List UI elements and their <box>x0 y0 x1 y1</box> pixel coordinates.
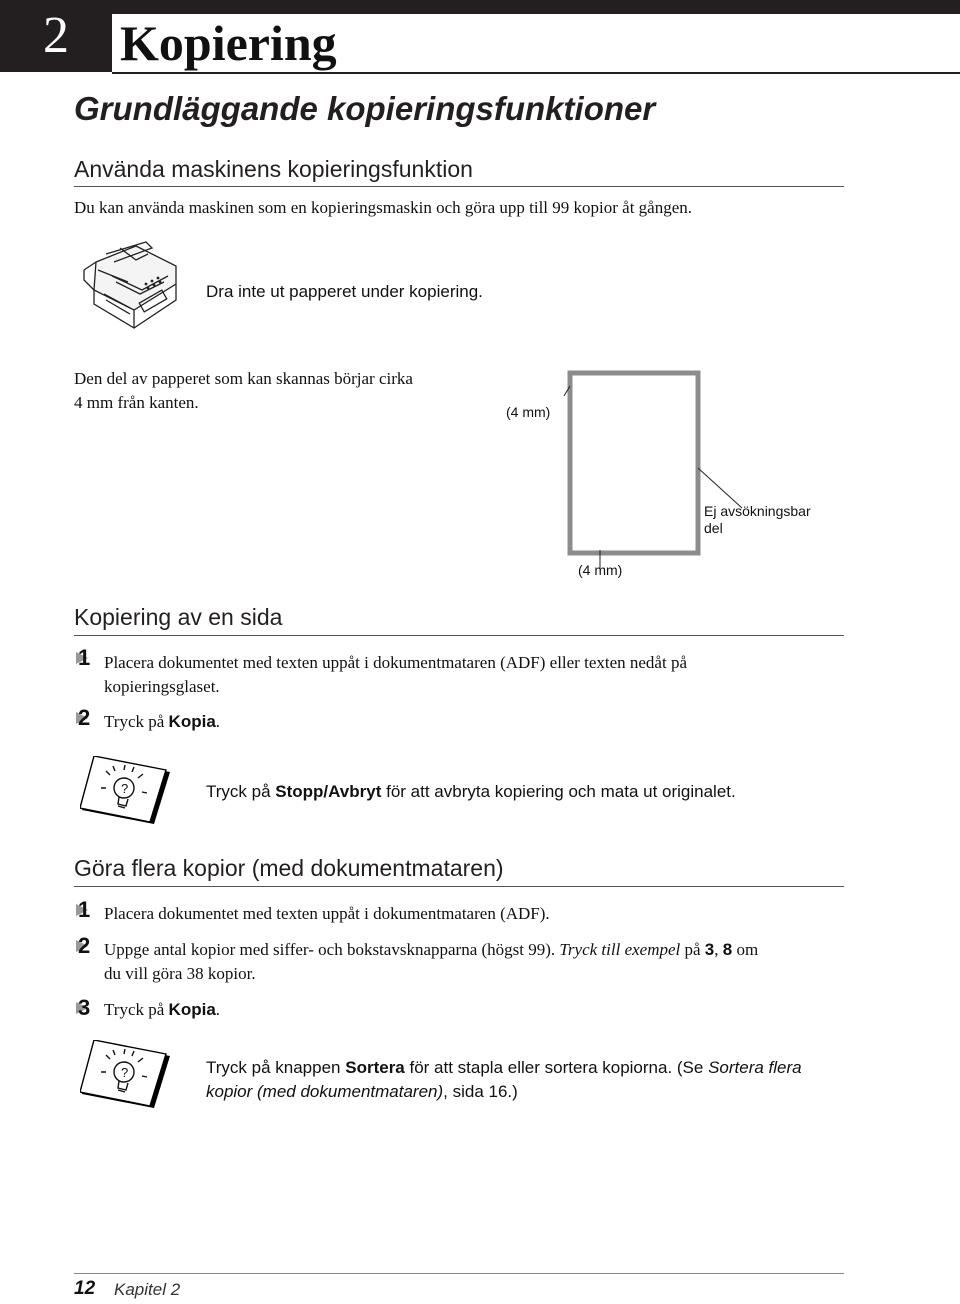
chapter-title: Kopiering <box>120 15 337 71</box>
heading-rule <box>74 186 844 187</box>
key-stopp-avbryt: Stopp/Avbryt <box>275 782 382 801</box>
tip-text: Tryck på Stopp/Avbryt för att avbryta kopiering och mata ut originalet. <box>206 782 736 801</box>
scan-margin-diagram <box>480 360 860 590</box>
key-sortera: Sortera <box>345 1058 405 1077</box>
step-text: Uppge antal kopior med siffer- och bokstavsknapparna (högst 99). Tryck till exempel på 3, 8 om <box>104 940 759 959</box>
step-text: Placera dokumentet med texten uppåt i dokumentmataren (ADF). <box>104 904 550 923</box>
heading-use-copy-function: Använda maskinens kopieringsfunktion <box>74 156 473 182</box>
scan-area-text-line1: Den del av papperet som kan skannas börjar cirka <box>74 369 413 388</box>
tip-lightbulb-icon <box>80 1040 170 1110</box>
chapter-number: 2 <box>0 0 112 72</box>
scan-area-text-line2: 4 mm från kanten. <box>74 393 199 412</box>
intro-text: Du kan använda maskinen som en kopieringsmaskin och göra upp till 99 kopior åt gången. <box>74 198 693 217</box>
section-title: Grundläggande kopieringsfunktioner <box>74 90 656 127</box>
step-text: Tryck på Kopia. <box>104 1000 221 1019</box>
footer-rule <box>74 1273 844 1274</box>
diagram-top-margin-label: (4 mm) <box>506 404 551 420</box>
tip-lightbulb-icon <box>80 756 170 826</box>
step-number: 1 <box>78 897 91 922</box>
chapter-top-bar <box>0 0 960 14</box>
footer-chapter: Kapitel 2 <box>114 1280 181 1299</box>
fax-machine-icon <box>76 240 188 334</box>
chapter-title-box <box>112 14 960 74</box>
key-kopia: Kopia <box>168 712 216 731</box>
key-kopia: Kopia <box>168 1000 216 1019</box>
svg-text:?: ? <box>121 1065 129 1080</box>
step-text-continued: kopieringsglaset. <box>104 677 220 696</box>
heading-rule <box>74 635 844 636</box>
tip-text-line2: kopior (med dokumentmataren), sida 16.) <box>206 1082 518 1101</box>
tip-text-line1: Tryck på knappen Sortera för att stapla eller sortera kopiorna. (Se Sortera flera <box>206 1058 802 1077</box>
heading-rule <box>74 886 844 887</box>
step-number: 2 <box>78 705 91 730</box>
step-number: 2 <box>78 933 91 958</box>
step-number: 3 <box>78 995 91 1020</box>
step-text-continued: du vill göra 38 kopior. <box>104 964 256 983</box>
heading-copy-single-page: Kopiering av en sida <box>74 604 283 630</box>
svg-text:?: ? <box>121 781 129 796</box>
diagram-non-scannable-label-1: Ej avsökningsbar <box>704 503 811 519</box>
warning-text: Dra inte ut papperet under kopiering. <box>206 282 483 301</box>
diagram-bottom-margin-label: (4 mm) <box>578 562 623 578</box>
diagram-non-scannable-label-2: del <box>704 520 723 536</box>
step-text: Tryck på Kopia. <box>104 712 221 731</box>
page-number: 12 <box>74 1278 96 1299</box>
heading-multiple-copies: Göra flera kopior (med dokumentmataren) <box>74 855 504 881</box>
step-number: 1 <box>78 645 91 670</box>
step-text: Placera dokumentet med texten uppåt i dokumentmataren (ADF) eller texten nedåt på <box>104 653 687 672</box>
